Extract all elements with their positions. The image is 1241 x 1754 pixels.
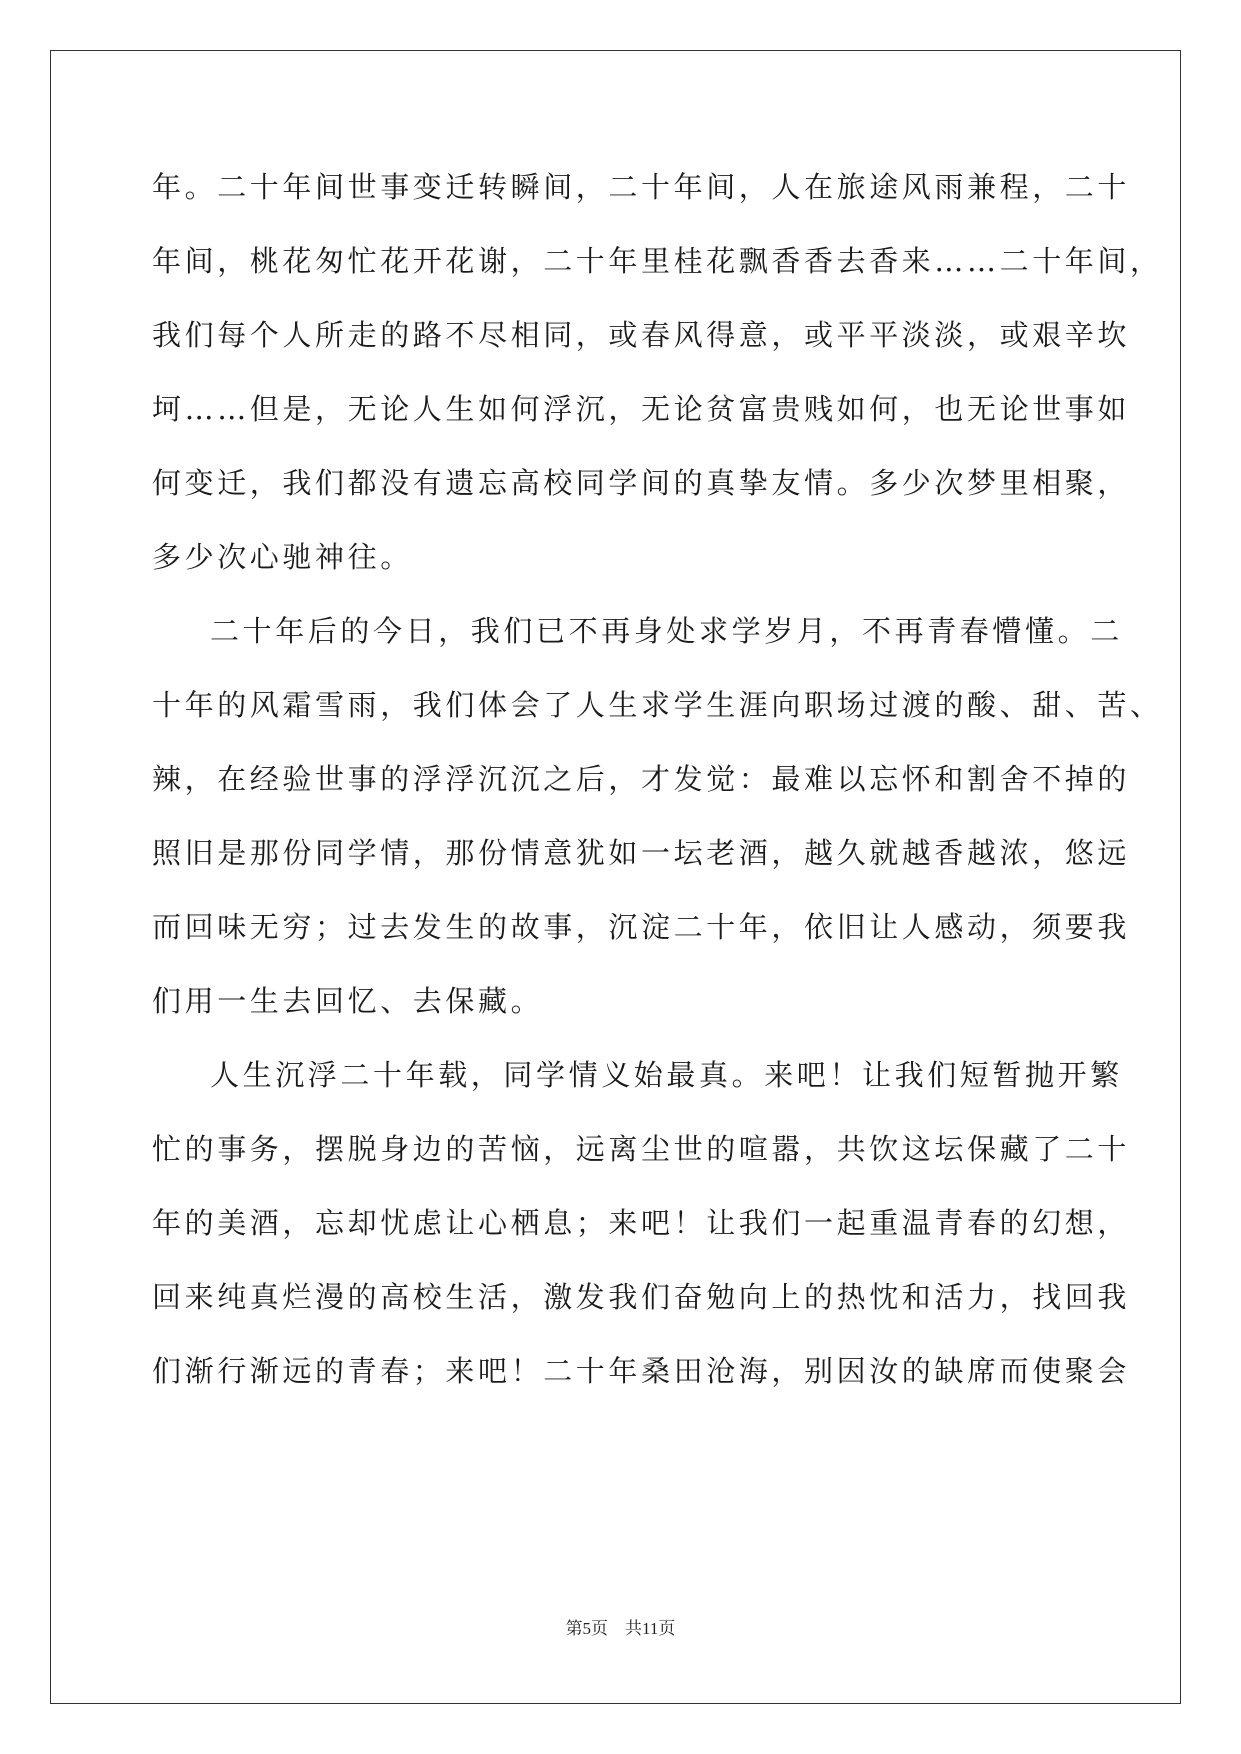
text-line: 而回味无穷；过去发生的故事，沉淀二十年，依旧让人感动，须要我 — [152, 910, 1131, 944]
text-line: 我们每个人所走的路不尽相同，或春风得意，或平平淡淡，或艰辛坎 — [152, 318, 1131, 352]
text-line: 年的美酒，忘却忧虑让心栖息；来吧！让我们一起重温青春的幻想， — [152, 1206, 1131, 1240]
paragraph-start-line: 人生沉浮二十年载，同学情义始最真。来吧！让我们短暂抛开繁 — [210, 1058, 1123, 1092]
text-line: 们渐行渐远的青春；来吧！二十年桑田沧海，别因汝的缺席而使聚会 — [152, 1354, 1131, 1388]
text-line: 多少次心驰神往。 — [152, 540, 413, 574]
text-line: 十年的风霜雪雨，我们体会了人生求学生涯向职场过渡的酸、甜、苦、 — [152, 688, 1163, 722]
text-line: 照旧是那份同学情，那份情意犹如一坛老酒，越久就越香越浓，悠远 — [152, 836, 1131, 870]
text-line: 何变迁，我们都没有遗忘高校同学间的真挚友情。多少次梦里相聚， — [152, 466, 1131, 500]
page-border — [50, 50, 1181, 1704]
paragraph-start-line: 二十年后的今日，我们已不再身处求学岁月，不再青春懵懂。二 — [210, 614, 1123, 648]
text-line: 回来纯真烂漫的高校生活，激发我们奋勉向上的热忱和活力，找回我 — [152, 1280, 1131, 1314]
text-line: 们用一生去回忆、去保藏。 — [152, 984, 544, 1018]
text-line: 辣，在经验世事的浮浮沉沉之后，才发觉：最难以忘怀和割舍不掉的 — [152, 762, 1131, 796]
text-line: 年间，桃花匆忙花开花谢，二十年里桂花飘香香去香来……二十年间， — [152, 244, 1163, 278]
page-number-footer: 第5页 共11页 — [565, 1619, 676, 1638]
text-line: 坷……但是，无论人生如何浮沉，无论贫富贵贱如何，也无论世事如 — [152, 392, 1131, 426]
text-line: 年。二十年间世事变迁转瞬间，二十年间，人在旅途风雨兼程，二十 — [152, 170, 1131, 204]
text-line: 忙的事务，摆脱身边的苦恼，远离尘世的喧嚣，共饮这坛保藏了二十 — [152, 1132, 1131, 1166]
